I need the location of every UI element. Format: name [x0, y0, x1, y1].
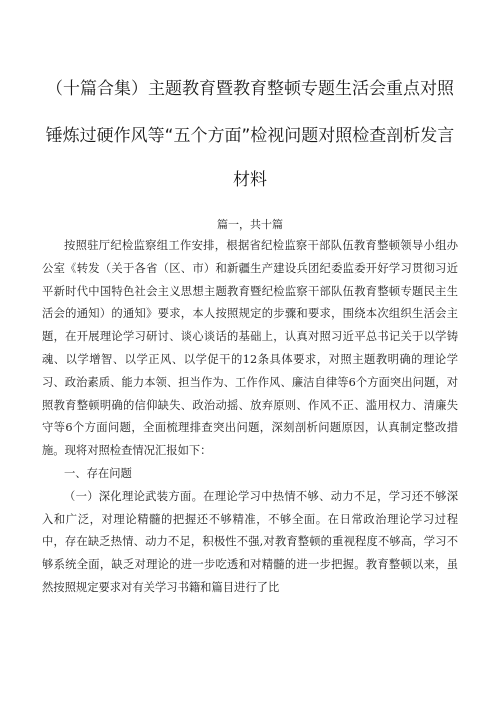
- document-body: [42, 235, 458, 600]
- document-title-line-2: 锤炼过硬作风等“五个方面”检视问题对照检查剖析发言: [45, 126, 455, 146]
- intro-paragraph: 按照驻厅纪检监察组工作安排，根据省纪检监察干部队伍教育整顿领导小组办公室《转发（关于各省（区、市）和新疆生产建设兵团纪委监委开好学习贯彻习近平新时代中国特色社会主义思想主题教育暨纪检监察干部队伍教育整顿专题民主生活会的通知）的通知》要求，本人按照规定的步骤和要求，围绕本次组织生活会主题，在开展理论学习研讨、谈心谈话的基础上，认真对照习近平总书记关于以学铸魂、以学增智、以学正风、以学促干的12条具体要求，对照主题教明确的理论学习、政治素质、能力本领、担当作为、工作作风、廉洁自律等6个方面突出问题，对照教育整顿明确的信仰缺失、政治动摇、放弃原则、作风不正、滥用权力、清廉失守等6个方面问题，全面梳理排查突出问题，深刻剖析问题原因，认真制定整改措施。现将对照检查情况汇报如下：: [42, 239, 458, 458]
- problem-paragraph-1: （一）深化理论武装方面。在理论学习中热情不够、动力不足，学习还不够深入和广泛，对理论精髓的把握还不够精准，不够全面。在日常政治理论学习过程中，存在缺乏热情、动力不足，积极性不强,对教育整顿的重视程度不够高，学习不够系统全面，缺乏对理论的进一步吃透和对精髓的进一步把握。教育整顿以来，虽然按照规定要求对有关学习书籍和篇目进行了比: [42, 489, 458, 594]
- section-label: 篇一，共十篇: [217, 218, 283, 231]
- document-title-line-1: （十篇合集）主题教育暨教育整顿专题生活会重点对照: [46, 79, 454, 99]
- section-heading: 一、存在问题: [64, 466, 132, 480]
- document-title-line-3: 材料: [233, 170, 267, 190]
